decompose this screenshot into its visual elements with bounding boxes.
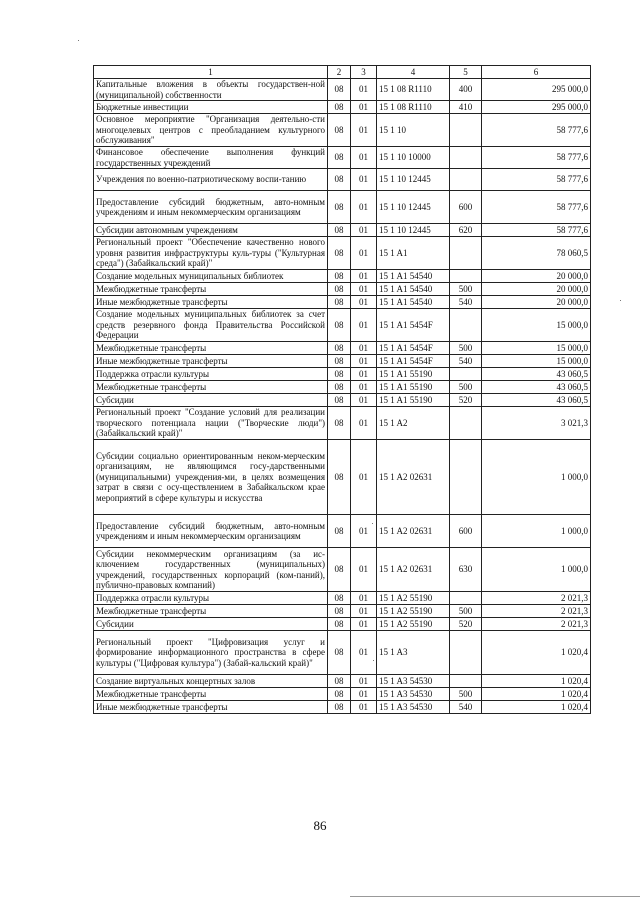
row-subsection-cell: 01 [351, 147, 377, 169]
row-expense-type-cell: 600 [450, 515, 482, 548]
table-row [94, 381, 591, 394]
row-amount-cell: 20 000,0 [482, 270, 591, 283]
row-expense-type-cell: 500 [450, 381, 482, 394]
header-cell-target-code: 4 [377, 66, 450, 79]
row-amount-cell: 15 000,0 [482, 355, 591, 368]
budget-table [93, 65, 591, 714]
scan-speck [372, 523, 373, 524]
row-amount-cell: 3 021,3 [482, 407, 591, 440]
table-row [94, 79, 591, 101]
row-target-code-cell: 15 1 A1 54540 [377, 296, 450, 309]
row-subsection-cell: 01 [351, 224, 377, 237]
header-cell-expense-type: 5 [450, 66, 482, 79]
row-section-cell: 08 [328, 701, 351, 714]
row-section-cell: 08 [328, 224, 351, 237]
table-row [94, 440, 591, 515]
table-row [94, 548, 591, 592]
header-cell-amount: 6 [482, 66, 591, 79]
row-amount-cell: 1 020,4 [482, 675, 591, 688]
row-subsection-cell: 01 [351, 309, 377, 342]
table-row [94, 114, 591, 147]
row-section-cell: 08 [328, 618, 351, 631]
row-section-cell: 08 [328, 191, 351, 224]
row-name-cell: Иные межбюджетные трансферты [94, 296, 328, 309]
table-row [94, 407, 591, 440]
scan-speck [620, 300, 621, 301]
row-subsection-cell: 01 [351, 381, 377, 394]
row-name-cell: Создание виртуальных концертных залов [94, 675, 328, 688]
row-amount-cell: 295 000,0 [482, 101, 591, 114]
row-expense-type-cell [450, 147, 482, 169]
table-row [94, 631, 591, 675]
scan-speck [78, 40, 79, 41]
row-section-cell: 08 [328, 631, 351, 675]
row-expense-type-cell [450, 368, 482, 381]
row-section-cell: 08 [328, 355, 351, 368]
row-expense-type-cell [450, 407, 482, 440]
row-target-code-cell: 15 1 10 12445 [377, 224, 450, 237]
scan-edge-line [350, 896, 640, 897]
row-target-code-cell: 15 1 A2 55190 [377, 605, 450, 618]
row-target-code-cell: 15 1 A1 5454F [377, 309, 450, 342]
row-subsection-cell: 01 [351, 440, 377, 515]
row-section-cell: 08 [328, 309, 351, 342]
row-target-code-cell: 15 1 10 12445 [377, 169, 450, 191]
table-row [94, 147, 591, 169]
row-name-cell: Основное мероприятие "Организация деятельно-сти многоцелевых центров с преобладанием культурного обслуживания" [94, 114, 328, 147]
row-name-cell: Финансовое обеспечение выполнения функций государственных учреждений [94, 147, 328, 169]
row-section-cell: 08 [328, 368, 351, 381]
row-subsection-cell: 01 [351, 605, 377, 618]
row-name-cell: Региональный проект "Создание условий для реализации творческого потенциала нации ("Творческие люди") (Забайкальский край)" [94, 407, 328, 440]
row-target-code-cell: 15 1 08 R1110 [377, 79, 450, 101]
row-section-cell: 08 [328, 515, 351, 548]
row-target-code-cell: 15 1 A2 02631 [377, 440, 450, 515]
table-row [94, 169, 591, 191]
row-name-cell: Субсидии [94, 394, 328, 407]
row-expense-type-cell: 500 [450, 688, 482, 701]
row-target-code-cell: 15 1 A1 [377, 237, 450, 270]
row-section-cell: 08 [328, 147, 351, 169]
row-target-code-cell: 15 1 A2 02631 [377, 548, 450, 592]
scan-speck [373, 660, 374, 661]
table-row [94, 618, 591, 631]
row-subsection-cell: 01 [351, 701, 377, 714]
row-section-cell: 08 [328, 440, 351, 515]
row-name-cell: Учреждения по военно-патриотическому воспи-танию [94, 169, 328, 191]
row-target-code-cell: 15 1 A2 55190 [377, 592, 450, 605]
row-subsection-cell: 01 [351, 394, 377, 407]
row-expense-type-cell: 520 [450, 394, 482, 407]
row-expense-type-cell [450, 169, 482, 191]
table-row [94, 592, 591, 605]
row-section-cell: 08 [328, 296, 351, 309]
row-subsection-cell: 01 [351, 618, 377, 631]
table-row [94, 394, 591, 407]
row-target-code-cell: 15 1 08 R1110 [377, 101, 450, 114]
row-amount-cell: 43 060,5 [482, 368, 591, 381]
row-subsection-cell: 01 [351, 191, 377, 224]
row-subsection-cell: 01 [351, 101, 377, 114]
row-amount-cell: 58 777,6 [482, 114, 591, 147]
row-subsection-cell: 01 [351, 592, 377, 605]
row-section-cell: 08 [328, 169, 351, 191]
row-subsection-cell: 01 [351, 631, 377, 675]
table-row [94, 309, 591, 342]
row-section-cell: 08 [328, 237, 351, 270]
row-section-cell: 08 [328, 407, 351, 440]
row-amount-cell: 1 020,4 [482, 631, 591, 675]
row-section-cell: 08 [328, 114, 351, 147]
row-expense-type-cell: 540 [450, 296, 482, 309]
header-cell-subsection: 3 [351, 66, 377, 79]
row-section-cell: 08 [328, 592, 351, 605]
row-amount-cell: 2 021,3 [482, 592, 591, 605]
row-amount-cell: 15 000,0 [482, 342, 591, 355]
row-subsection-cell: 01 [351, 79, 377, 101]
row-expense-type-cell [450, 270, 482, 283]
row-target-code-cell: 15 1 A1 54540 [377, 283, 450, 296]
row-expense-type-cell: 410 [450, 101, 482, 114]
row-expense-type-cell: 630 [450, 548, 482, 592]
row-subsection-cell: 01 [351, 515, 377, 548]
row-amount-cell: 58 777,6 [482, 169, 591, 191]
row-subsection-cell: 01 [351, 342, 377, 355]
row-section-cell: 08 [328, 101, 351, 114]
row-section-cell: 08 [328, 342, 351, 355]
row-subsection-cell: 01 [351, 368, 377, 381]
table-row [94, 368, 591, 381]
row-name-cell: Региональный проект "Обеспечение качественно нового уровня развития инфраструктуры куль-туры ("Культурная среда") (Забайкальский край)" [94, 237, 328, 270]
row-subsection-cell: 01 [351, 688, 377, 701]
row-section-cell: 08 [328, 548, 351, 592]
table-row [94, 270, 591, 283]
row-section-cell: 08 [328, 270, 351, 283]
row-amount-cell: 1 000,0 [482, 548, 591, 592]
row-name-cell: Предоставление субсидий бюджетным, авто-номным учреждениям и иным некоммерческим организациям [94, 191, 328, 224]
row-expense-type-cell: 520 [450, 618, 482, 631]
row-expense-type-cell: 600 [450, 191, 482, 224]
table-row [94, 342, 591, 355]
row-expense-type-cell [450, 237, 482, 270]
row-name-cell: Поддержка отрасли культуры [94, 368, 328, 381]
row-name-cell: Межбюджетные трансферты [94, 381, 328, 394]
row-name-cell: Субсидии автономным учреждениям [94, 224, 328, 237]
row-name-cell: Создание модельных муниципальных библиотек [94, 270, 328, 283]
row-target-code-cell: 15 1 A1 5454F [377, 355, 450, 368]
table-row [94, 355, 591, 368]
row-subsection-cell: 01 [351, 548, 377, 592]
table-row [94, 191, 591, 224]
row-target-code-cell: 15 1 A1 54540 [377, 270, 450, 283]
row-subsection-cell: 01 [351, 169, 377, 191]
row-amount-cell: 1 000,0 [482, 440, 591, 515]
row-name-cell: Бюджетные инвестиции [94, 101, 328, 114]
row-name-cell: Иные межбюджетные трансферты [94, 355, 328, 368]
row-target-code-cell: 15 1 A1 55190 [377, 394, 450, 407]
row-amount-cell: 2 021,3 [482, 618, 591, 631]
row-amount-cell: 295 000,0 [482, 79, 591, 101]
row-expense-type-cell: 540 [450, 701, 482, 714]
row-target-code-cell: 15 1 A1 55190 [377, 368, 450, 381]
row-target-code-cell: 15 1 A2 [377, 407, 450, 440]
row-expense-type-cell: 620 [450, 224, 482, 237]
row-subsection-cell: 01 [351, 296, 377, 309]
table-row [94, 224, 591, 237]
row-amount-cell: 15 000,0 [482, 309, 591, 342]
row-subsection-cell: 01 [351, 237, 377, 270]
row-name-cell: Межбюджетные трансферты [94, 283, 328, 296]
row-section-cell: 08 [328, 79, 351, 101]
row-name-cell: Субсидии социально ориентированным неком-мерческим организациям, не являющимся госу-дарственными (муниципальными) учреждения-ми, в целях возмещения затрат в связи с осу-ществлением в Забайкальском крае мероприятий в сфере культуры и искусства [94, 440, 328, 515]
row-name-cell: Создание модельных муниципальных библиотек за счет средств резервного фонда Правительства Российской Федерации [94, 309, 328, 342]
row-target-code-cell: 15 1 A1 55190 [377, 381, 450, 394]
row-section-cell: 08 [328, 675, 351, 688]
row-subsection-cell: 01 [351, 114, 377, 147]
row-subsection-cell: 01 [351, 355, 377, 368]
row-amount-cell: 20 000,0 [482, 283, 591, 296]
row-name-cell: Капитальные вложения в объекты государствен-ной (муниципальной) собственности [94, 79, 328, 101]
page-number: 86 [313, 818, 327, 833]
table-row [94, 701, 591, 714]
row-expense-type-cell: 500 [450, 605, 482, 618]
row-name-cell: Межбюджетные трансферты [94, 342, 328, 355]
table-row [94, 688, 591, 701]
row-target-code-cell: 15 1 10 12445 [377, 191, 450, 224]
row-expense-type-cell: 500 [450, 342, 482, 355]
row-amount-cell: 43 060,5 [482, 381, 591, 394]
header-cell-section: 2 [328, 66, 351, 79]
row-target-code-cell: 15 1 A3 54530 [377, 688, 450, 701]
header-cell-name: 1 [94, 66, 328, 79]
row-amount-cell: 1 020,4 [482, 688, 591, 701]
row-target-code-cell: 15 1 10 [377, 114, 450, 147]
row-subsection-cell: 01 [351, 283, 377, 296]
row-subsection-cell: 01 [351, 270, 377, 283]
row-amount-cell: 1 020,4 [482, 701, 591, 714]
table-row [94, 296, 591, 309]
row-section-cell: 08 [328, 688, 351, 701]
table-header-row [94, 66, 591, 79]
row-section-cell: 08 [328, 605, 351, 618]
row-amount-cell: 78 060,5 [482, 237, 591, 270]
table-row [94, 605, 591, 618]
row-expense-type-cell [450, 440, 482, 515]
row-amount-cell: 58 777,6 [482, 147, 591, 169]
row-name-cell: Субсидии некоммерческим организациям (за ис-ключением государственных (муниципальных) учреждений, государственных корпораций (ком-паний), публично-правовых компаний) [94, 548, 328, 592]
row-target-code-cell: 15 1 10 10000 [377, 147, 450, 169]
row-expense-type-cell [450, 114, 482, 147]
row-section-cell: 08 [328, 381, 351, 394]
row-expense-type-cell [450, 309, 482, 342]
row-expense-type-cell: 500 [450, 283, 482, 296]
row-target-code-cell: 15 1 A1 5454F [377, 342, 450, 355]
row-target-code-cell: 15 1 A3 54530 [377, 701, 450, 714]
row-name-cell: Субсидии [94, 618, 328, 631]
table-row [94, 237, 591, 270]
row-expense-type-cell [450, 631, 482, 675]
table-row [94, 675, 591, 688]
table-row [94, 283, 591, 296]
row-subsection-cell: 01 [351, 675, 377, 688]
row-name-cell: Предоставление субсидий бюджетным, авто-номным учреждениям и иным некоммерческим организациям [94, 515, 328, 548]
row-amount-cell: 58 777,6 [482, 191, 591, 224]
row-name-cell: Межбюджетные трансферты [94, 688, 328, 701]
row-target-code-cell: 15 1 A3 [377, 631, 450, 675]
row-expense-type-cell [450, 675, 482, 688]
table-row [94, 101, 591, 114]
row-amount-cell: 20 000,0 [482, 296, 591, 309]
row-expense-type-cell: 400 [450, 79, 482, 101]
row-name-cell: Межбюджетные трансферты [94, 605, 328, 618]
row-name-cell: Иные межбюджетные трансферты [94, 701, 328, 714]
row-name-cell: Поддержка отрасли культуры [94, 592, 328, 605]
row-target-code-cell: 15 1 A3 54530 [377, 675, 450, 688]
row-amount-cell: 2 021,3 [482, 605, 591, 618]
row-expense-type-cell: 540 [450, 355, 482, 368]
row-amount-cell: 43 060,5 [482, 394, 591, 407]
row-section-cell: 08 [328, 394, 351, 407]
row-expense-type-cell [450, 592, 482, 605]
row-subsection-cell: 01 [351, 407, 377, 440]
row-target-code-cell: 15 1 A2 55190 [377, 618, 450, 631]
row-amount-cell: 1 000,0 [482, 515, 591, 548]
row-section-cell: 08 [328, 283, 351, 296]
row-target-code-cell: 15 1 A2 02631 [377, 515, 450, 548]
table-row [94, 515, 591, 548]
row-name-cell: Региональный проект "Цифровизация услуг и формирование информационного пространства в сфере культуры ("Цифровая культура") (Забай-кальский край)" [94, 631, 328, 675]
row-amount-cell: 58 777,6 [482, 224, 591, 237]
